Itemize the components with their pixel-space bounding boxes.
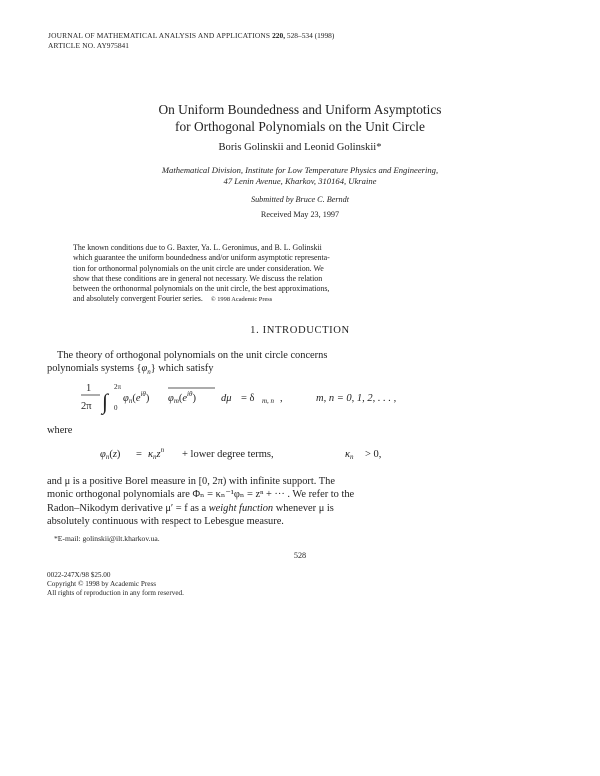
journal-name: JOURNAL OF MATHEMATICAL ANALYSIS AND APPLICATIONS: [48, 31, 271, 40]
equation-leading-coefficient: [100, 442, 540, 464]
svg-text:+ lower degree terms,: + lower degree terms,: [182, 449, 274, 460]
svg-text:m, n: m, n: [262, 397, 275, 405]
svg-text:0: 0: [114, 404, 118, 412]
intro-line-1: The theory of orthogonal polynomials on the unit circle concerns: [57, 350, 328, 361]
where-label: where: [47, 425, 73, 436]
footnote-email: *E-mail: golinskii@ilt.kharkov.ua.: [54, 534, 160, 543]
section-title: INTRODUCTION: [262, 325, 350, 336]
svg-text:= δ: = δ: [241, 393, 255, 404]
abstract-line: The known conditions due to G. Baxter, Ya. L. Geronimus, and B. L. Golinskii: [73, 243, 322, 252]
svg-text:m, n = 0, 1, 2, . . . ,: m, n = 0, 1, 2, . . . ,: [316, 393, 397, 404]
section-number: 1.: [250, 325, 260, 336]
measure-line-1: and μ is a positive Borel measure in [0, 2π) with infinite support. The: [47, 476, 335, 487]
svg-text:κnzn: κnz$^n$: [148, 446, 165, 461]
measure-line-2: monic orthogonal polynomials are Φₙ = κₙ⁻¹φₙ = zⁿ + ··· . We refer to the: [47, 489, 355, 501]
svg-text:=: =: [136, 449, 142, 460]
article-number: AY975841: [96, 41, 129, 50]
abstract-line: show that these conditions are in general not necessary. We discuss the relation: [73, 273, 323, 283]
svg-text:φn(eiθ): $\varphi n(e^{i\theta})$: [123, 390, 150, 405]
affiliation-line-1: Mathematical Division, Institute for Low Temperature Physics and Engineering,: [161, 165, 439, 175]
svg-text:2π: 2π: [114, 383, 122, 391]
submitted-by: Submitted by Bruce C. Berndt: [250, 195, 349, 204]
equation-orthogonality: [80, 377, 520, 417]
svg-text:2π: 2π: [81, 401, 92, 412]
measure-paragraph: [47, 475, 563, 529]
abstract-line: tion for orthonormal polynomials on the unit circle are under consideration. We: [73, 263, 324, 273]
journal-pages: 528–534 (1998): [286, 31, 335, 40]
svg-text:∫: ∫: [102, 389, 109, 414]
svg-text:κn: κn: [345, 449, 354, 461]
abstract-copyright: © 1998 Academic Press: [210, 296, 273, 304]
abstract-line: which guarantee the uniform boundedness and/or uniform asymptotic representa-: [73, 253, 330, 263]
affiliation: [0, 165, 600, 187]
svg-text:1: 1: [86, 383, 92, 394]
svg-text:φn(z): φn(z): [100, 449, 121, 461]
title-line-2: for Orthogonal Polynomials on the Unit Circle: [175, 119, 425, 134]
svg-text:> 0,: > 0,: [365, 449, 382, 460]
paper-title: [0, 101, 600, 135]
title-line-1: On Uniform Boundedness and Uniform Asymptotics: [158, 102, 442, 117]
rights-line: All rights of reproduction in any form reserved.: [47, 589, 184, 598]
svg-text:φm(eiθ): $\varphi m(e^{i\theta})$: [168, 390, 196, 405]
measure-line-3: Radon–Nikodym derivative μ′ = f as a weight function whenever μ is: [47, 502, 334, 514]
journal-header: [48, 31, 334, 51]
section-heading: [0, 325, 600, 336]
issn-price: 0022-247X/98 $25.00: [47, 571, 111, 579]
received-date: Received May 23, 1997: [260, 210, 340, 219]
intro-paragraph: [47, 349, 563, 380]
authors: Boris Golinskii and Leonid Golinskii*: [218, 142, 382, 153]
abstract-line: between the orthonormal polynomials on the unit circle, the best approximations,: [73, 284, 330, 294]
affiliation-line-2: 47 Lenin Avenue, Kharkov, 310164, Ukraine: [223, 176, 377, 186]
measure-line-4: absolutely continuous with respect to Lebesgue measure.: [47, 516, 284, 528]
abstract-last-line: and absolutely convergent Fourier series. © 1998 Academic Press: [73, 294, 273, 304]
intro-line-2: polynomials systems $\{\varphi_n\}$ which satisfy: [47, 363, 214, 377]
copyright-line: Copyright © 1998 by Academic Press: [47, 580, 157, 589]
article-label: ARTICLE NO.: [48, 41, 96, 50]
journal-volume: 220,: [272, 31, 286, 40]
svg-text:,: ,: [280, 393, 283, 404]
abstract: [73, 243, 527, 306]
page-number: 528: [293, 551, 307, 560]
copyright-block: [47, 571, 184, 599]
svg-text:dμ: dμ: [221, 393, 232, 404]
